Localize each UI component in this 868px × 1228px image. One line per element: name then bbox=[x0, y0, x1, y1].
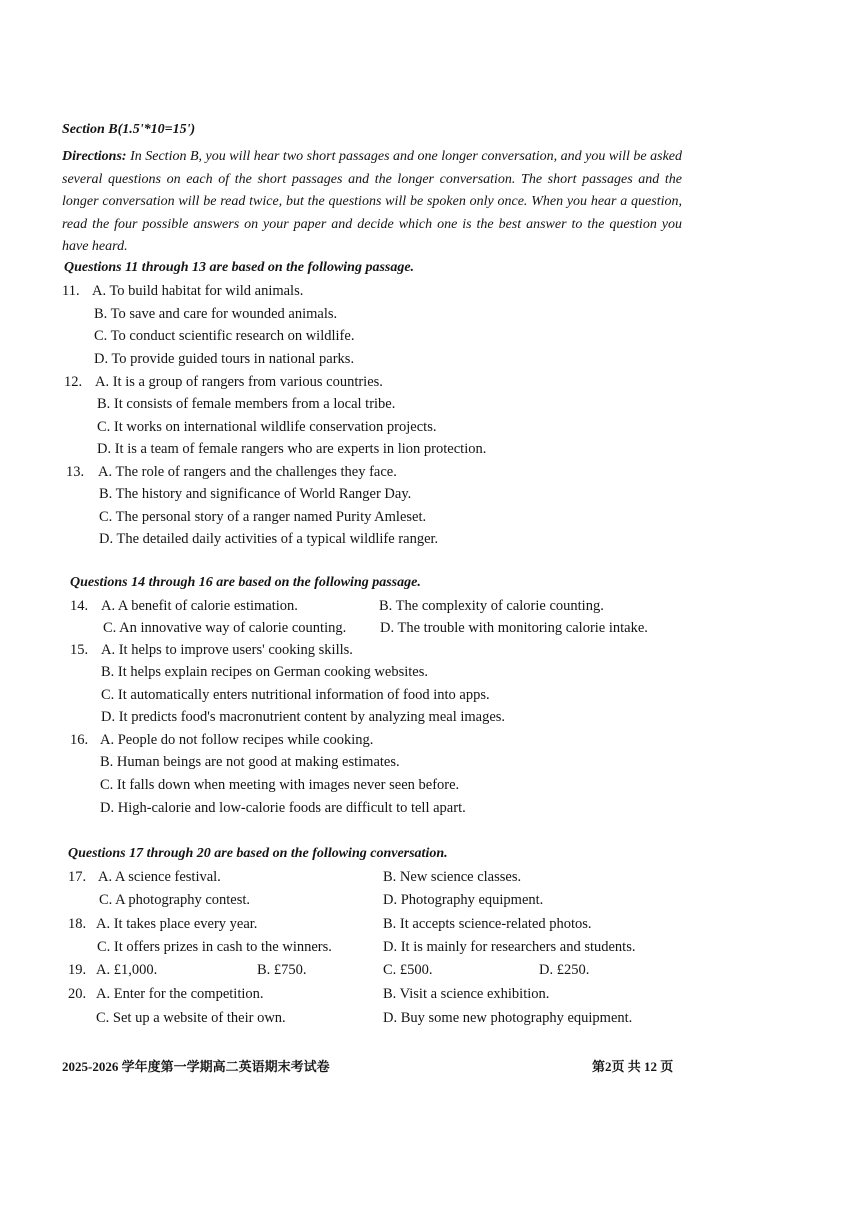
option-12c: C. It works on international wildlife conservation projects. bbox=[97, 419, 437, 435]
option-15d: D. It predicts food's macronutrient content by analyzing meal images. bbox=[101, 709, 506, 725]
option-13b: B. The history and significance of World Ranger Day. bbox=[99, 486, 412, 502]
option-16c: C. It falls down when meeting with images never seen before. bbox=[100, 777, 460, 793]
section-header: Section B(1.5'*10=15') bbox=[62, 122, 196, 137]
option-17b: B. New science classes. bbox=[383, 869, 522, 885]
option-15c: C. It automatically enters nutritional information of food into apps. bbox=[101, 687, 490, 703]
option-18b: B. It accepts science-related photos. bbox=[383, 916, 592, 932]
option-20b: B. Visit a science exhibition. bbox=[383, 986, 550, 1002]
option-11b: B. To save and care for wounded animals. bbox=[94, 306, 338, 322]
option-12a: A. It is a group of rangers from various countries. bbox=[95, 374, 383, 390]
option-16d: D. High-calorie and low-calorie foods are difficult to tell apart. bbox=[100, 800, 466, 816]
question-number-16: 16. bbox=[70, 732, 89, 748]
option-17c: C. A photography contest. bbox=[99, 892, 251, 908]
option-14d: D. The trouble with monitoring calorie intake. bbox=[380, 620, 648, 636]
question-number-13: 13. bbox=[66, 464, 85, 480]
question-number-12: 12. bbox=[64, 374, 83, 390]
option-14c: C. An innovative way of calorie counting. bbox=[103, 620, 347, 636]
option-14a: A. A benefit of calorie estimation. bbox=[101, 598, 298, 614]
option-18c: C. It offers prizes in cash to the winners. bbox=[97, 939, 332, 955]
questions-heading-11-13: Questions 11 through 13 are based on the following passage. bbox=[64, 260, 415, 275]
option-19b: B. £750. bbox=[257, 962, 307, 978]
directions-label: Directions: bbox=[62, 149, 127, 164]
questions-heading-14-16: Questions 14 through 16 are based on the following passage. bbox=[70, 575, 421, 590]
directions bbox=[62, 146, 682, 259]
option-15a: A. It helps to improve users' cooking skills. bbox=[101, 642, 353, 658]
option-14b: B. The complexity of calorie counting. bbox=[379, 598, 604, 614]
option-20c: C. Set up a website of their own. bbox=[96, 1010, 286, 1026]
question-number-20: 20. bbox=[68, 986, 87, 1002]
option-20a: A. Enter for the competition. bbox=[96, 986, 264, 1002]
question-number-11: 11. bbox=[62, 283, 80, 299]
option-18a: A. It takes place every year. bbox=[96, 916, 258, 932]
directions-text: In Section B, you will hear two short passages and one longer conversation, and you will be asked several questions on each of the short passages and the longer conversation. The short passages and the longer conversation will be read twice, but the questions will be spoken only once. When you hear a question, read the four possible answers on your paper and decide which one is the best answer to the question you have heard. bbox=[62, 149, 682, 255]
option-11c: C. To conduct scientific research on wildlife. bbox=[94, 328, 355, 344]
option-15b: B. It helps explain recipes on German cooking websites. bbox=[101, 664, 428, 680]
option-13c: C. The personal story of a ranger named Purity Amleset. bbox=[99, 509, 427, 525]
questions-heading-17-20: Questions 17 through 20 are based on the following conversation. bbox=[68, 846, 448, 861]
option-17a: A. A science festival. bbox=[98, 869, 221, 885]
option-12b: B. It consists of female members from a local tribe. bbox=[97, 396, 396, 412]
question-number-15: 15. bbox=[70, 642, 89, 658]
footer-page-number: 第2页 共 12 页 bbox=[592, 1059, 674, 1074]
option-11d: D. To provide guided tours in national parks. bbox=[94, 351, 355, 367]
option-19c: C. £500. bbox=[383, 962, 433, 978]
option-17d: D. Photography equipment. bbox=[383, 892, 544, 908]
option-18d: D. It is mainly for researchers and students. bbox=[383, 939, 636, 955]
option-16a: A. People do not follow recipes while cooking. bbox=[100, 732, 374, 748]
question-number-19: 19. bbox=[68, 962, 87, 978]
option-13d: D. The detailed daily activities of a typical wildlife ranger. bbox=[99, 531, 439, 547]
footer-exam-title: 2025-2026 学年度第一学期高二英语期末考试卷 bbox=[62, 1059, 330, 1074]
option-11a: A. To build habitat for wild animals. bbox=[92, 283, 304, 299]
question-number-18: 18. bbox=[68, 916, 87, 932]
option-20d: D. Buy some new photography equipment. bbox=[383, 1010, 633, 1026]
option-12d: D. It is a team of female rangers who are experts in lion protection. bbox=[97, 441, 487, 457]
question-number-17: 17. bbox=[68, 869, 87, 885]
option-16b: B. Human beings are not good at making estimates. bbox=[100, 754, 400, 770]
question-number-14: 14. bbox=[70, 598, 89, 614]
option-19a: A. £1,000. bbox=[96, 962, 158, 978]
option-13a: A. The role of rangers and the challenges they face. bbox=[98, 464, 397, 480]
option-19d: D. £250. bbox=[539, 962, 590, 978]
